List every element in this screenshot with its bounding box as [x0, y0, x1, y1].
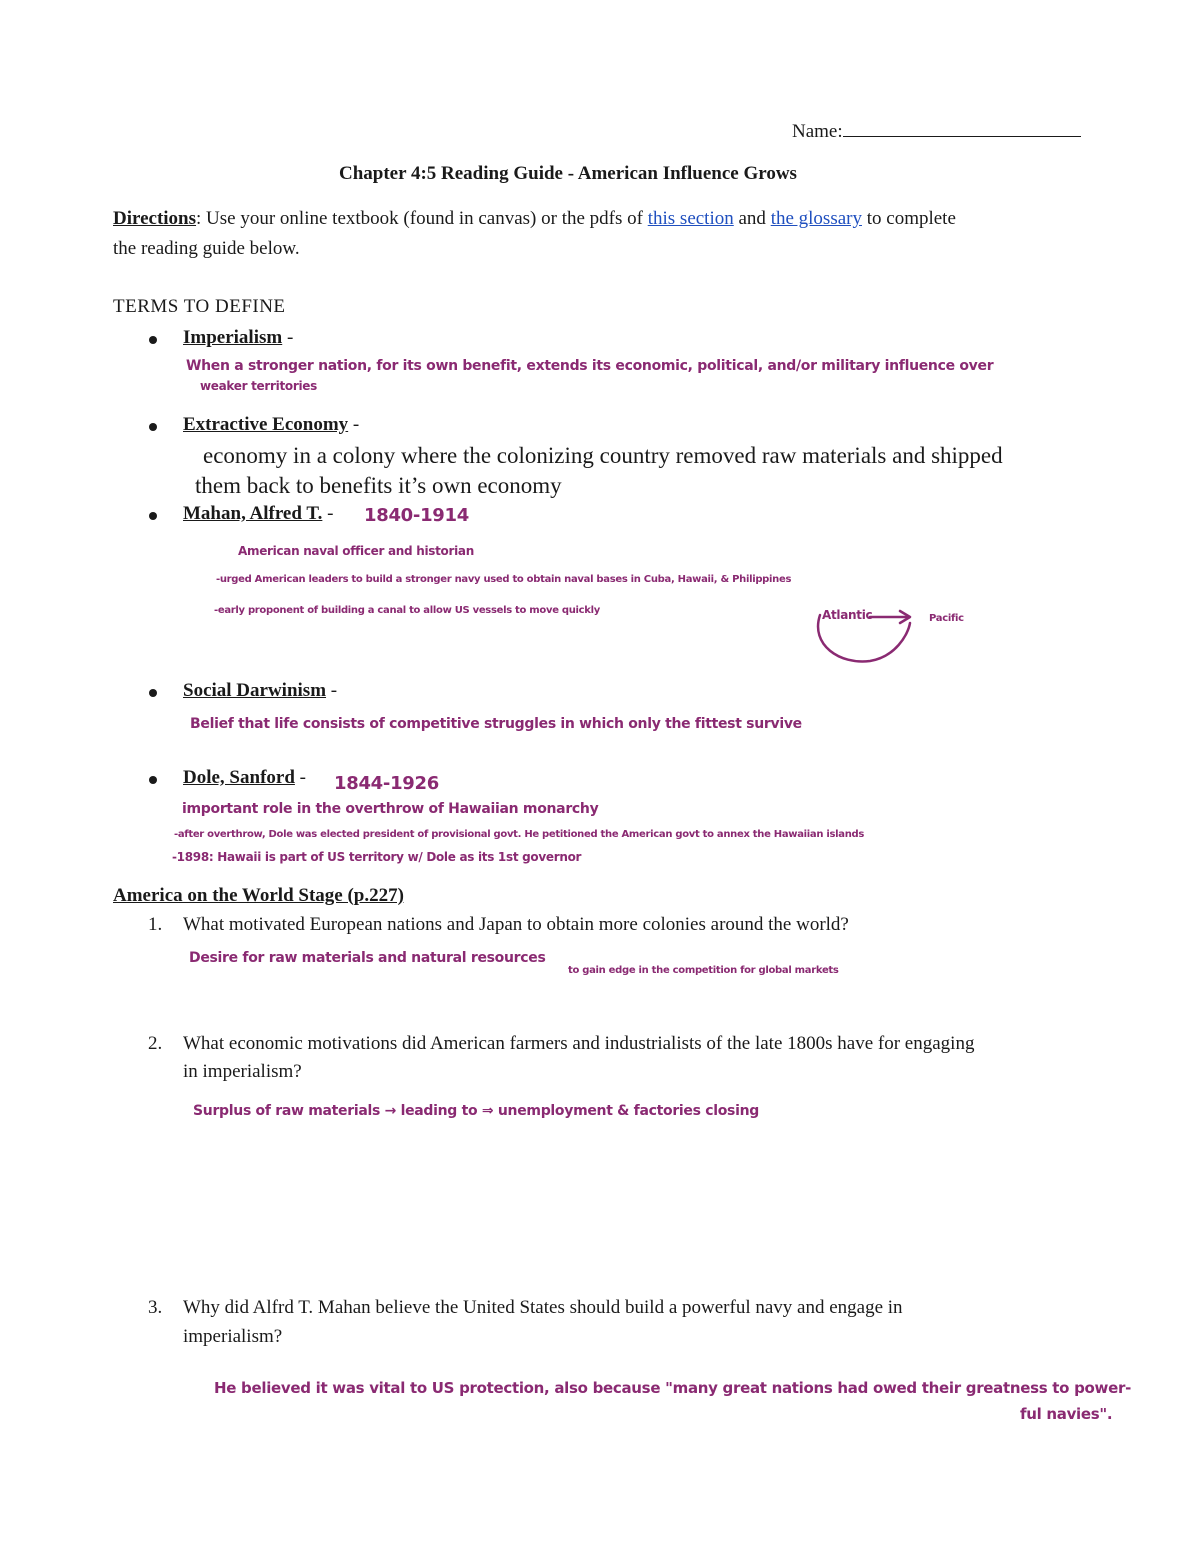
question-3-text-1: Why did Alfrd T. Mahan believe the United States should build a powerful navy and engage in [183, 1297, 903, 1318]
glossary-link[interactable]: the glossary [770, 208, 862, 229]
question-3-answer-1: He believed it was vital to US protection, also because "many great nations had owed their greatness to power- [214, 1379, 1131, 1397]
section-heading: America on the World Stage (p.227) [113, 885, 404, 906]
question-3-answer-2: ful navies". [1020, 1405, 1113, 1423]
directions-text-1: : Use your online textbook (found in canvas) or the pdfs of [196, 208, 648, 229]
question-1-answer-1: Desire for raw materials and natural resources [189, 950, 546, 966]
term-darwinism: Social Darwinism - [183, 680, 338, 701]
mahan-answer-1: American naval officer and historian [238, 544, 474, 558]
directions-line-2: the reading guide below. [113, 238, 300, 259]
bullet-darwinism [149, 689, 157, 697]
mahan-pacific: Pacific [929, 613, 964, 624]
question-2-number: 2. [148, 1033, 163, 1054]
this-section-link[interactable]: this section [647, 208, 734, 229]
extractive-answer-2: them back to benefits it’s own economy [195, 473, 562, 498]
name-line[interactable] [843, 118, 1081, 137]
darwinism-answer-1: Belief that life consists of competitive struggles in which only the fittest survive [190, 716, 802, 732]
term-dole-label: Dole, Sanford [183, 767, 295, 788]
term-extractive: Extractive Economy - [183, 414, 360, 435]
bullet-imperialism [149, 336, 157, 344]
name-field [792, 118, 1081, 143]
bullet-dole [149, 776, 157, 784]
mahan-arrow-icon [810, 605, 930, 667]
directions-text-3: to complete [861, 208, 956, 229]
question-1-text: What motivated European nations and Japan to obtain more colonies around the world? [183, 914, 849, 935]
question-2-text-2: in imperialism? [183, 1061, 302, 1082]
term-imperialism-label: Imperialism [183, 327, 283, 348]
term-mahan-label: Mahan, Alfred T. [183, 503, 323, 524]
mahan-dates: 1840-1914 [364, 505, 469, 526]
question-1-number: 1. [148, 914, 163, 935]
terms-heading: TERMS TO DEFINE [113, 296, 286, 317]
dole-answer-2: -after overthrow, Dole was elected president of provisional govt. He petitioned the American govt to annex the Hawaiian islands [174, 829, 865, 840]
term-mahan: Mahan, Alfred T. - [183, 503, 334, 524]
term-darwinism-label: Social Darwinism [183, 680, 327, 701]
question-1-answer-2: to gain edge in the competition for global markets [568, 965, 839, 976]
term-imperialism: Imperialism - [183, 327, 294, 348]
bullet-extractive [149, 423, 157, 431]
question-3-text-2: imperialism? [183, 1326, 283, 1347]
term-dole: Dole, Sanford - [183, 767, 306, 788]
mahan-answer-2: -urged American leaders to build a stronger navy used to obtain naval bases in Cuba, Hawaii, & Philippines [216, 574, 792, 585]
extractive-answer-1: economy in a colony where the colonizing country removed raw materials and shipped [203, 443, 1003, 468]
imperialism-answer-1: When a stronger nation, for its own benefit, extends its economic, political, and/or military influence over [186, 358, 994, 374]
question-3-number: 3. [148, 1297, 163, 1318]
page-title: Chapter 4:5 Reading Guide - American Influence Grows [339, 163, 797, 184]
directions-text-2: and [733, 208, 771, 229]
term-extractive-label: Extractive Economy [183, 414, 349, 435]
dole-answer-3: -1898: Hawaii is part of US territory w/ Dole as its 1st governor [172, 850, 582, 864]
imperialism-answer-2: weaker territories [200, 379, 317, 393]
mahan-answer-3: -early proponent of building a canal to allow US vessels to move quickly [214, 605, 600, 616]
dole-dates: 1844-1926 [334, 773, 439, 794]
question-2-text-1: What economic motivations did American farmers and industrialists of the late 1800s have for engaging [183, 1033, 975, 1054]
question-2-answer-1: Surplus of raw materials → leading to ⇒ unemployment & factories closing [193, 1103, 759, 1119]
mahan-atlantic: Atlantic [822, 608, 873, 622]
dole-answer-1: important role in the overthrow of Hawaiian monarchy [182, 801, 599, 817]
directions-line-1 [113, 208, 956, 230]
bullet-mahan [149, 512, 157, 520]
directions-label: Directions [113, 208, 197, 229]
name-label: Name: [792, 121, 843, 142]
